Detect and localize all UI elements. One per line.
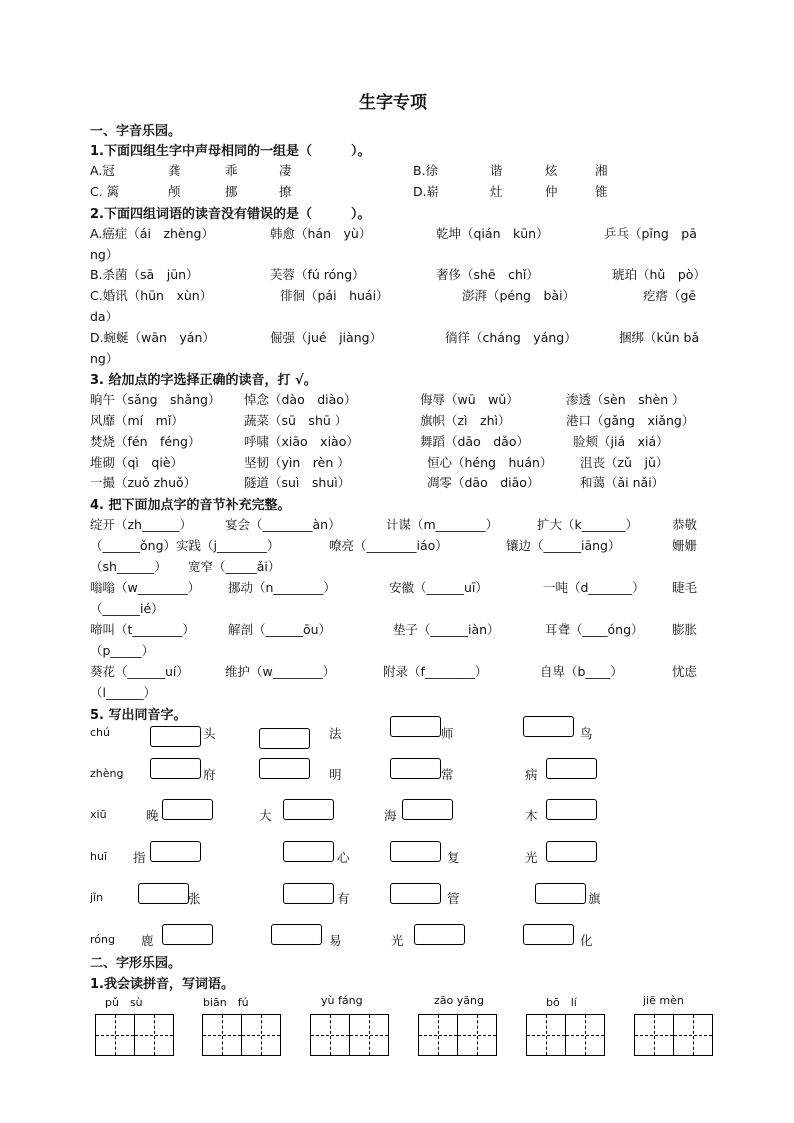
answer-box[interactable]: [150, 841, 201, 862]
hint-char: 常: [441, 767, 454, 782]
pinyin-choice: 晌午（sǎng shǎng）: [90, 392, 221, 407]
grid-cell[interactable]: [202, 1014, 242, 1056]
hint-char: 光: [525, 850, 538, 865]
hint-char: 海: [384, 808, 397, 823]
hint-char: 法: [329, 726, 342, 741]
hint-char: 明: [329, 767, 342, 782]
grid-cell[interactable]: [458, 1014, 497, 1056]
grid-cell[interactable]: [526, 1014, 566, 1056]
question-text: 4. 把下面加点字的音节补充完整。: [90, 498, 291, 513]
syllable-blank: （l______）: [90, 685, 156, 700]
word-pinyin: zāo yāng: [434, 994, 484, 1007]
syllable-blank: 嘹亮（________iáo）: [329, 538, 448, 553]
grid-cell[interactable]: [350, 1014, 389, 1056]
hint-char: 张: [188, 891, 201, 906]
grid-cell[interactable]: [418, 1014, 458, 1056]
answer-box[interactable]: [283, 883, 334, 904]
hint-char: 木: [525, 808, 538, 823]
answer-box[interactable]: [523, 716, 574, 737]
option-char: 仲: [545, 184, 558, 199]
option-char: 挪: [225, 184, 238, 199]
pinyin-choice: 隧道（suì shuì）: [244, 475, 351, 490]
pinyin-choice: 港口（gǎng xiǎng）: [566, 413, 695, 428]
pinyin-choice: 旗帜（zì zhì）: [420, 413, 511, 428]
hint-char: 光: [391, 933, 404, 948]
option-b: B.徐: [413, 163, 439, 178]
option-char: 湘: [595, 163, 608, 178]
pinyin-label: xiū: [90, 808, 107, 821]
option-char: 龚: [168, 163, 181, 178]
option-char: 灶: [490, 184, 503, 199]
syllable-blank: 耳聋（____óng）: [545, 622, 644, 637]
syllable-blank: 扩大（k_______）: [537, 517, 638, 532]
hint-char: 有: [337, 891, 350, 906]
pinyin-label: zhèng: [90, 767, 124, 780]
pinyin-choice: 恒心（héng huán）: [427, 455, 553, 470]
writing-grid[interactable]: [634, 1014, 713, 1056]
hint-char: 鹿: [141, 933, 154, 948]
choice-item: 奢侈（shē chǐ）: [436, 267, 539, 282]
answer-box[interactable]: [150, 758, 201, 779]
hint-char: 复: [447, 850, 460, 865]
option-a: A.冠: [90, 163, 115, 178]
option-char: 撩: [279, 184, 292, 199]
choice-wrap: ng）: [90, 247, 119, 262]
option-c: C. 篱: [90, 184, 120, 199]
pinyin-choice: 蔬菜（sū shū ）: [244, 413, 348, 428]
answer-box[interactable]: [414, 924, 465, 945]
pinyin-choice: 侮辱（wū wǔ）: [420, 392, 519, 407]
hint-char: 晚: [146, 808, 159, 823]
syllable-blank: 安徽（______uī）: [389, 580, 488, 595]
section-heading: 二、字形乐园。: [90, 956, 182, 971]
hint-char: 化: [580, 933, 593, 948]
syllable-blank: 一吨（d_______）: [543, 580, 645, 595]
choice-item: B.杀菌（sā jūn）: [90, 267, 199, 282]
pinyin-choice: 凋零（dāo diāo）: [427, 475, 540, 490]
writing-grid[interactable]: [526, 1014, 605, 1056]
syllable-blank: 绽开（zh______）: [90, 517, 192, 532]
writing-grid[interactable]: [310, 1014, 389, 1056]
syllable-blank: 葵花（______uí）: [90, 664, 189, 679]
pinyin-label: huī: [90, 850, 107, 863]
syllable-blank: 垫子（______iàn）: [393, 622, 500, 637]
pinyin-choice: 悼念（dào diào）: [244, 392, 357, 407]
choice-item: 乾坤（qián kūn）: [436, 226, 549, 241]
question-text: 5. 写出同音字。: [90, 708, 187, 723]
syllable-blank: 解剖（______ōu）: [228, 622, 332, 637]
pinyin-label: róng: [90, 933, 115, 946]
answer-box[interactable]: [523, 924, 574, 945]
answer-box[interactable]: [546, 841, 597, 862]
syllable-blank: 啼叫（t________）: [90, 622, 195, 637]
answer-box[interactable]: [390, 716, 441, 737]
syllable-blank: 姗姗: [672, 538, 698, 553]
question-text: 1.我会读拼音，写词语。: [90, 977, 234, 992]
syllable-blank: 嗡嗡（w________）: [90, 580, 201, 595]
pinyin-choice: 焚烧（fén féng）: [90, 434, 201, 449]
choice-item: 徜徉（cháng yáng）: [445, 330, 577, 345]
syllable-blank: 维护（w________）: [225, 664, 336, 679]
syllable-blank: 睫毛: [672, 580, 698, 595]
grid-cell[interactable]: [310, 1014, 350, 1056]
syllable-blank: 恭敬: [672, 517, 698, 532]
hint-char: 旗: [588, 891, 601, 906]
answer-box[interactable]: [390, 883, 441, 904]
page-title: 生字专项: [359, 93, 427, 113]
answer-box[interactable]: [259, 728, 310, 749]
choice-item: 芙蓉（fú róng）: [270, 267, 365, 282]
answer-box[interactable]: [271, 924, 322, 945]
option-char: 谐: [490, 163, 503, 178]
answer-box[interactable]: [390, 841, 441, 862]
choice-item: 乒乓（pīng pā: [604, 226, 697, 241]
choice-item: 韩愈（hán yù）: [270, 226, 372, 241]
syllable-blank: 挪动（n________）: [228, 580, 336, 595]
choice-item: 琥珀（hǔ pò）: [612, 267, 706, 282]
pinyin-choice: 风靡（mí mǐ）: [90, 413, 184, 428]
pinyin-choice: 渗透（sèn shèn ）: [566, 392, 685, 407]
grid-cell[interactable]: [135, 1014, 174, 1056]
pinyin-choice: 沮丧（zǔ jǔ）: [580, 455, 669, 470]
option-char: 锥: [595, 184, 608, 199]
answer-box[interactable]: [162, 924, 213, 945]
choice-item: D.蜿蜒（wān yán）: [90, 330, 215, 345]
option-char: 凄: [279, 163, 292, 178]
answer-box[interactable]: [162, 799, 213, 820]
answer-box[interactable]: [138, 883, 189, 904]
pinyin-choice: 脸颊（jiá xiá）: [573, 434, 669, 449]
syllable-blank: （p_____）: [90, 643, 155, 658]
syllable-blank: 附录（f________）: [383, 664, 488, 679]
pinyin-label: jǐn: [90, 891, 104, 904]
syllable-blank: 计谋（m________）: [386, 517, 499, 532]
syllable-blank: 忧虑: [672, 664, 698, 679]
hint-char: 病: [525, 767, 538, 782]
syllable-blank: （sh______）: [90, 559, 167, 574]
choice-item: 澎湃（péng bài）: [462, 288, 576, 303]
hint-char: 头: [203, 726, 216, 741]
answer-box[interactable]: [546, 799, 597, 820]
hint-char: 师: [441, 726, 454, 741]
option-char: 乖: [225, 163, 238, 178]
option-d: D.崭: [413, 184, 440, 199]
writing-grid[interactable]: [95, 1014, 174, 1056]
grid-cell[interactable]: [674, 1014, 713, 1056]
choice-wrap: da）: [90, 309, 119, 324]
question-text: 2.下面四组词语的读音没有错误的是（ ）。: [90, 207, 371, 222]
syllable-blank: （______ǒng）实践（j________）: [90, 538, 280, 553]
word-pinyin: jiē mèn: [643, 994, 684, 1007]
choice-item: C.婚讯（hūn xùn）: [90, 288, 213, 303]
syllable-blank: 膨胀: [672, 622, 698, 637]
choice-wrap: ng）: [90, 351, 119, 366]
word-pinyin: pǔ sù: [105, 996, 143, 1009]
choice-item: 倔强（jué jiàng）: [270, 330, 383, 345]
pinyin-choice: 舞蹈（dāo dǎo）: [420, 434, 529, 449]
hint-char: 心: [337, 850, 350, 865]
syllable-blank: 自卑（b____）: [540, 664, 623, 679]
answer-box[interactable]: [283, 799, 334, 820]
pinyin-choice: 一撮（zuǒ zhuǒ）: [90, 475, 197, 490]
answer-box[interactable]: [259, 758, 310, 779]
writing-grid[interactable]: [418, 1014, 497, 1056]
answer-box[interactable]: [150, 726, 201, 747]
pinyin-choice: 坚韧（yìn rèn ）: [244, 455, 350, 470]
question-text: 3. 给加点的字选择正确的读音，打 √。: [90, 373, 317, 388]
word-pinyin: biān fú: [203, 996, 249, 1009]
syllable-blank: （______ié）: [90, 601, 164, 616]
grid-cell[interactable]: [95, 1014, 135, 1056]
hint-char: 鸟: [580, 726, 593, 741]
grid-cell[interactable]: [634, 1014, 674, 1056]
hint-char: 大: [259, 808, 272, 823]
syllable-blank: 宽窄（_____ǎi）: [188, 559, 281, 574]
grid-cell[interactable]: [566, 1014, 605, 1056]
hint-char: 管: [447, 891, 460, 906]
choice-item: 疙瘩（gē: [643, 288, 697, 303]
question-text: 1.下面四组生字中声母相同的一组是（ ）。: [90, 144, 371, 159]
option-char: 炫: [545, 163, 558, 178]
answer-box[interactable]: [546, 758, 597, 779]
syllable-blank: 宴会（________àn）: [225, 517, 341, 532]
choice-item: 徘徊（pái huái）: [280, 288, 389, 303]
writing-grid[interactable]: [202, 1014, 281, 1056]
grid-cell[interactable]: [242, 1014, 281, 1056]
choice-item: A.癌症（ái zhèng）: [90, 226, 214, 241]
word-pinyin: bō lí: [546, 996, 577, 1009]
section-heading: 一、字音乐园。: [90, 124, 182, 139]
answer-box[interactable]: [390, 758, 441, 779]
pinyin-choice: 堆砌（qì qiè）: [90, 455, 184, 470]
option-char: 颅: [168, 184, 181, 199]
hint-char: 指: [133, 850, 146, 865]
hint-char: 府: [203, 767, 216, 782]
pinyin-label: chú: [90, 726, 110, 739]
syllable-blank: 镶边（______iāng）: [506, 538, 621, 553]
pinyin-choice: 和蔼（ǎi nǎi）: [580, 475, 665, 490]
choice-item: 捆绑（kǔn bǎ: [619, 330, 700, 345]
pinyin-choice: 呼啸（xiāo xiào）: [244, 434, 359, 449]
word-pinyin: yù fáng: [321, 994, 363, 1007]
answer-box[interactable]: [283, 841, 334, 862]
hint-char: 易: [329, 933, 342, 948]
answer-box[interactable]: [402, 799, 453, 820]
answer-box[interactable]: [535, 883, 586, 904]
